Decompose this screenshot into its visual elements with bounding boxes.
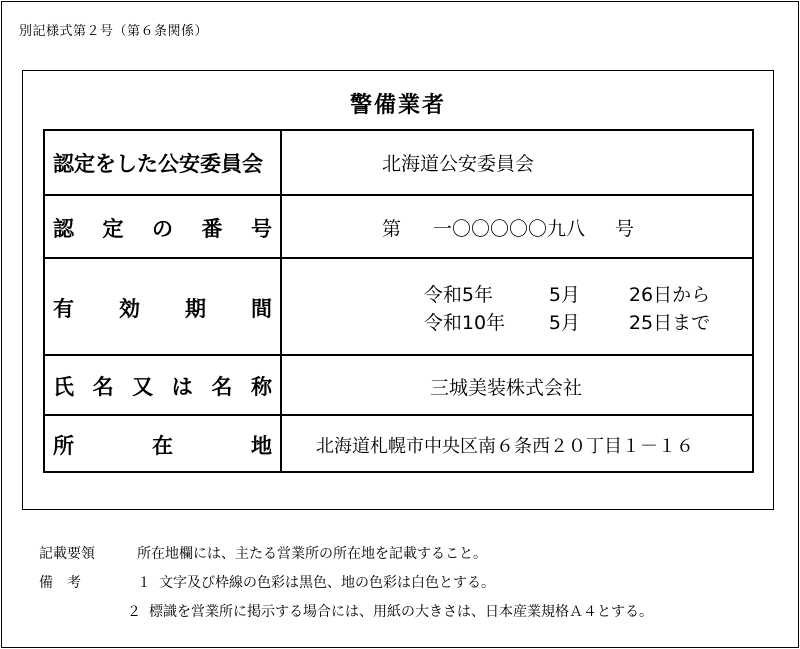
name-value: 三城美装株式会社 [430,376,583,399]
notes [39,540,653,627]
name-label: 氏 名 又 は 名 称 [45,356,282,416]
validity-start: 令和5年 5月 26日から [423,284,711,306]
note-remark-2: ２ 標識を営業所に掲示する場合には、用紙の大きさは、日本産業規格Ａ４とする。 [127,604,653,620]
table-row-address [45,414,752,473]
address-label: 所 在 地 [45,416,282,473]
table-row-validity [45,257,752,356]
validity-end: 令和10年 5月 25日まで [423,312,711,334]
number-label: 認 定 の 番 号 [45,196,282,259]
number-value: 第 一〇〇〇〇〇九八 号 [382,218,635,240]
authority-value: 北海道公安委員会 [382,153,535,175]
table-row-authority [45,131,752,194]
table-row-number [45,194,752,259]
validity-value [282,259,752,356]
address-value: 北海道札幌市中央区南６条西２０丁目１－１６ [316,435,694,457]
validity-label: 有 効 期 間 [45,259,282,356]
authority-label: 認定をした公安委員会 [45,131,282,194]
form-reference: 別記様式第２号（第６条関係） [19,24,209,39]
note-main: 記載要領 所在地欄には、主たる営業所の所在地を記載すること。 [39,546,487,562]
sign-table [43,129,754,473]
sign-title: 警備業者 [349,93,446,118]
table-row-name [45,354,752,416]
note-remark-1: 備 考 １ 文字及び枠線の色彩は黒色、地の色彩は白色とする。 [39,575,495,591]
